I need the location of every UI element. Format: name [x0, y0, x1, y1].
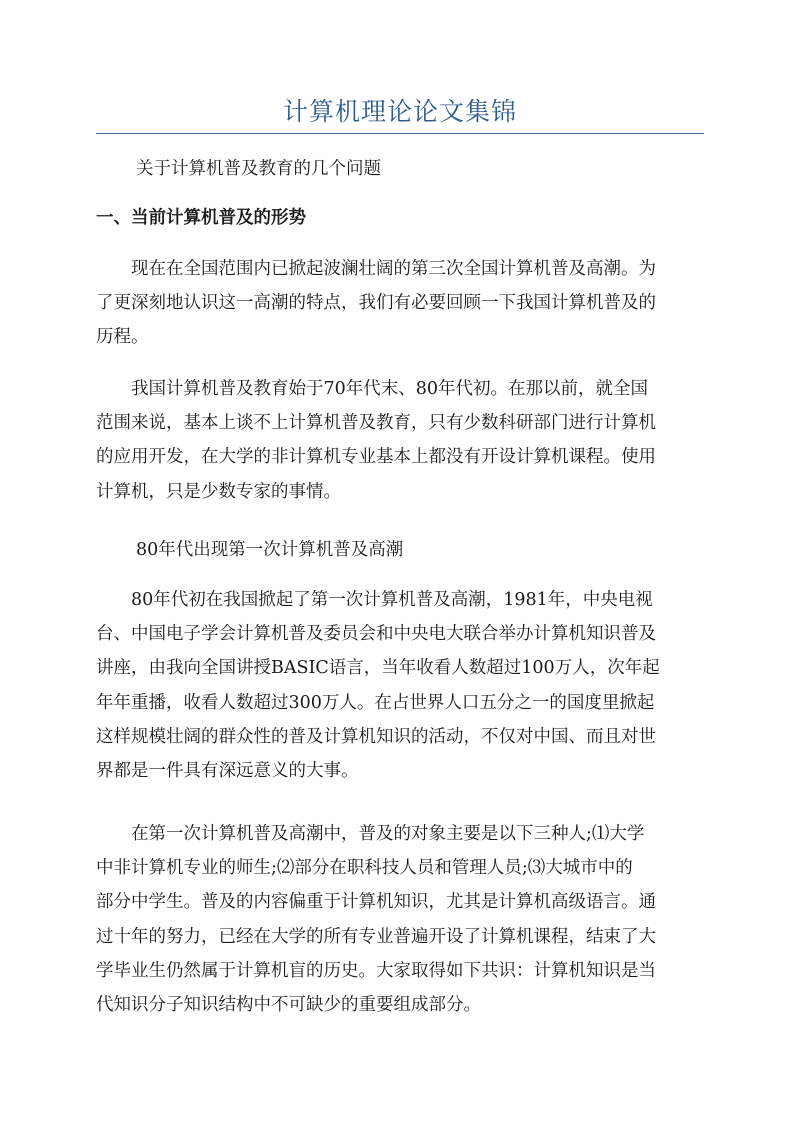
paragraph-2: 我国计算机普及教育始于70年代末、80年代初。在那以前，就全国 范围来说，基本上谈不上计算机普及教育，只有少数科研部门进行计算机 的应用开发，在大学的非计算机专业基本上都没有开设计算机课程。使用 计算机，只是少数专家的事情。	[96, 379, 656, 502]
paragraph-1: 现在在全国范围内已掀起波澜壮阔的第三次全国计算机普及高潮。为 了更深刻地认识这一高潮的特点，我们有必要回顾一下我国计算机普及的 历程。	[96, 259, 656, 348]
document-subtitle: 关于计算机普及教育的几个问题	[136, 159, 381, 179]
title-divider	[96, 133, 704, 134]
section-heading: 一、当前计算机普及的形势	[96, 208, 306, 228]
paragraph-3: 80年代初在我国掀起了第一次计算机普及高潮，1981年，中央电视 台、中国电子学会计算机普及委员会和中央电大联合举办计算机知识普及 讲座，由我向全国讲授BASIC语言，当年收看人数超过100万人，次年起 年年重播，收看人数超过300万人。在占世界人口五分之一的国度里掀起 这样规模壮阔的群众性的普及计算机知识的活动，不仅对中国、而且对世 界都是一件具有深远意义的大事。	[96, 590, 660, 782]
section-subheading: 80年代出现第一次计算机普及高潮	[136, 540, 404, 560]
document-title: 计算机理论论文集锦	[282, 97, 517, 126]
paragraph-4: 在第一次计算机普及高潮中，普及的对象主要是以下三种人;⑴大学 中非计算机专业的师生;⑵部分在职科技人员和管理人员;⑶大城市中的 部分中学生。普及的内容偏重于计算机知识，尤其是计算机高级语言。通 过十年的努力，已经在大学的所有专业普遍开设了计算机课程，结束了大 学毕业生仍然属于计算机盲的历史。大家取得如下共识：计算机知识是当 代知识分子知识结构中不可缺少的重要组成部分。	[96, 824, 656, 1016]
